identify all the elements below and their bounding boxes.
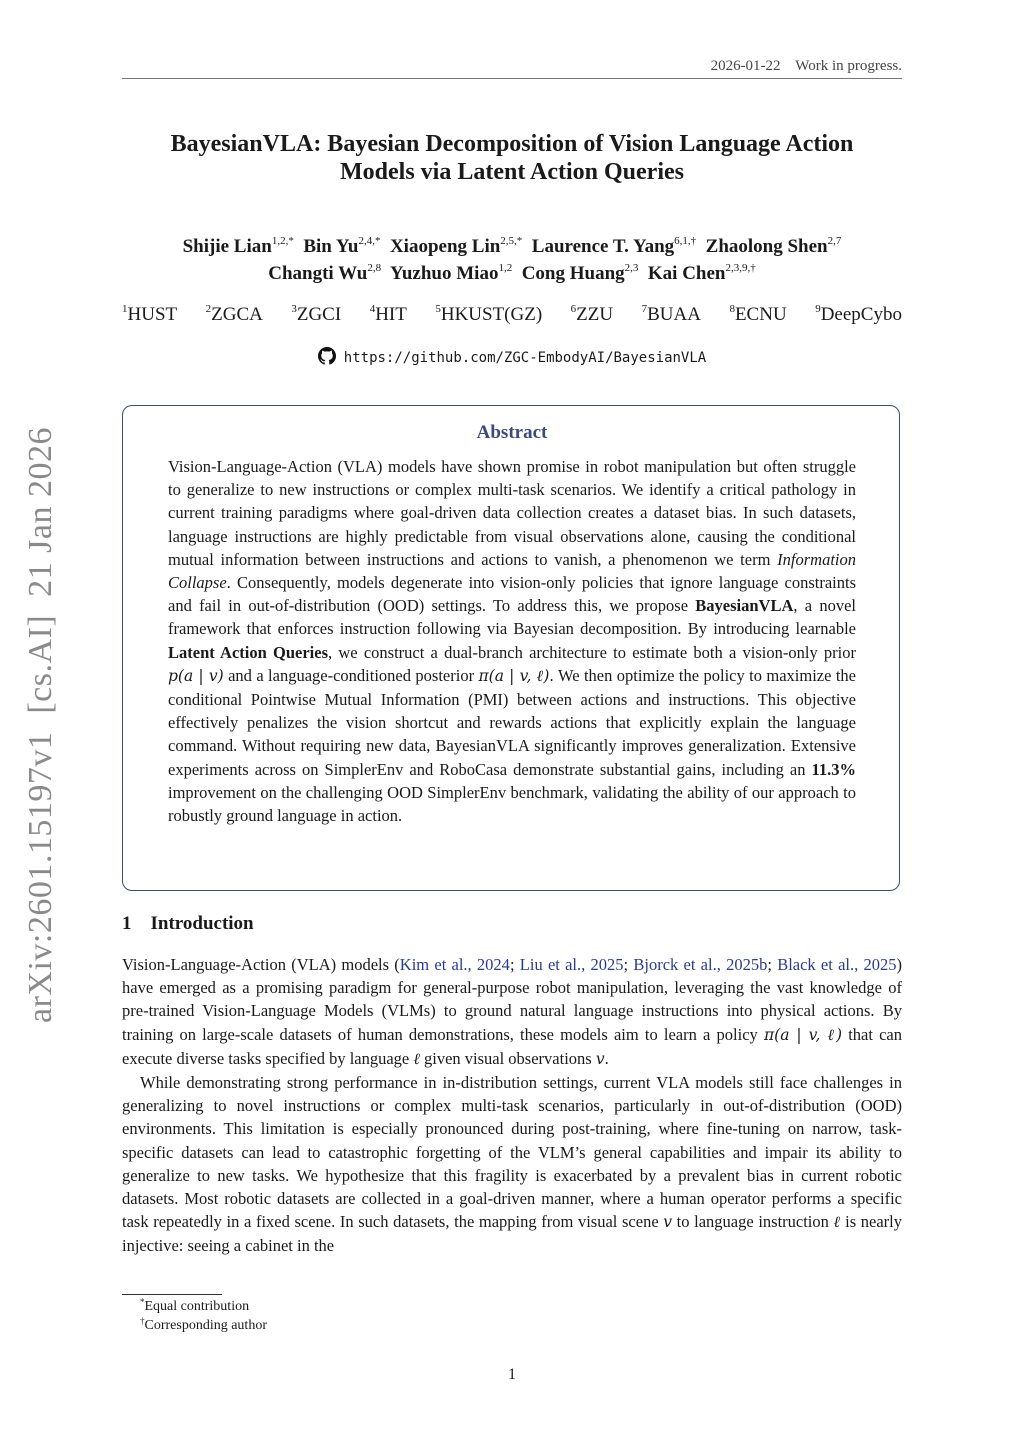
author-name: Cong Huang <box>521 263 625 284</box>
author-affil-mark: 2,5,* <box>500 235 523 247</box>
footnote-mark: † <box>140 1316 145 1326</box>
section-title: Introduction <box>150 913 254 934</box>
affiliation <box>642 304 701 326</box>
affiliation-number: 5 <box>435 303 441 315</box>
author-line-2 <box>122 260 902 287</box>
footnote <box>140 1297 267 1316</box>
author-name: Bin Yu <box>303 236 359 257</box>
author-affil-mark: 1,2,* <box>271 235 294 247</box>
footnote <box>140 1316 267 1335</box>
abstract-bold: BayesianVLA <box>695 596 794 616</box>
author-affil-mark: 1,2 <box>498 262 513 274</box>
inline-math: ℓ <box>413 1049 420 1068</box>
abstract-text: improvement on the challenging OOD SimplerEnv benchmark, validating the ability of our approach to robustly ground language in action. <box>168 782 856 826</box>
affiliation-name: ZGCI <box>296 304 342 325</box>
author-affil-mark: 6,1,† <box>674 235 697 247</box>
paper-title <box>122 130 902 186</box>
affiliation-number: 3 <box>291 303 297 315</box>
citation-link[interactable]: Kim et al., 2024 <box>399 955 510 974</box>
repo-link-row <box>122 347 902 369</box>
arxiv-id: arXiv:2601.15197v1 [cs.AI] 21 Jan 2026 <box>22 426 59 1024</box>
affiliation-number: 7 <box>641 303 648 315</box>
abstract-body <box>168 455 856 827</box>
section-heading <box>122 913 254 935</box>
body-text: Vision-Language-Action (VLA) models ( <box>122 955 400 974</box>
abstract-math: p(a | v) <box>168 666 224 685</box>
affiliation-number: 4 <box>369 303 376 315</box>
arxiv-stamp <box>6 426 76 1024</box>
header-rule <box>122 78 902 79</box>
abstract-heading: Abstract <box>476 422 548 443</box>
affiliation-list <box>122 304 902 326</box>
header-status: Work in progress. <box>795 58 902 74</box>
citation-link[interactable]: Bjorck et al., 2025b <box>633 955 768 974</box>
intro-paragraph-1 <box>122 953 902 1071</box>
body-text: to language instruction <box>672 1212 834 1232</box>
author-name: Changti Wu <box>268 263 368 284</box>
intro-body <box>122 953 902 1258</box>
affiliation <box>206 304 263 326</box>
affiliation <box>435 304 542 326</box>
header-date: 2026-01-22 <box>710 58 781 74</box>
affiliation <box>122 304 177 326</box>
affiliation-name: HKUST(GZ) <box>440 304 543 325</box>
footnote-text: Equal contribution <box>144 1299 250 1314</box>
affiliation-number: 8 <box>729 303 735 315</box>
abstract-bold: Latent Action Queries <box>168 642 329 662</box>
author-name: Zhaolong Shen <box>705 236 828 257</box>
body-text: ; <box>509 955 520 974</box>
affiliation-number: 1 <box>122 303 128 315</box>
affiliation <box>291 304 341 326</box>
author-name: Laurence T. Yang <box>531 236 675 257</box>
title-line-2: Models via Latent Action Queries <box>340 159 684 185</box>
author-affil-mark: 2,7 <box>827 235 842 247</box>
author-affil-mark: 2,8 <box>367 262 382 274</box>
running-header <box>711 58 902 75</box>
body-text: . <box>604 1048 609 1068</box>
affiliation <box>729 304 786 326</box>
title-line-1: BayesianVLA: Bayesian Decomposition of Vision Language Action <box>170 131 854 157</box>
author-name: Yuzhuo Miao <box>389 263 499 284</box>
github-icon <box>318 347 336 369</box>
body-text: that can execute diverse tasks specified by language <box>122 1024 903 1068</box>
author-name: Kai Chen <box>647 263 726 284</box>
body-text: ; <box>767 955 778 974</box>
author-name: Xiaopeng Lin <box>389 236 501 257</box>
body-text: ) have emerged as a promising paradigm for general-purpose robot manipulation, leveraging the vast knowledge of pre-trained Vision-Language Models (VLMs) to ground natural language instructions into physical actions. By training on large-scale datasets of human demonstrations, these models aim to learn a policy <box>122 955 902 1044</box>
abstract-emphasis: Information Collapse <box>168 549 856 593</box>
abstract-text: . We then optimize the policy to maximize the conditional Pointwise Mutual Information (PMI) between actions and instructions. This objective effectively penalizes the vision shortcut and rewards actions that explicitly explain the language command. Without requiring new data, BayesianVLA significantly improves generalization. Extensive experiments across on SimplerEnv and RoboCasa demonstrate substantial gains, including an <box>168 665 857 779</box>
author-line-1 <box>122 233 902 260</box>
author-affil-mark: 2,3,9,† <box>725 262 756 274</box>
affiliation-name: BUAA <box>647 304 701 325</box>
footnotes <box>140 1297 267 1335</box>
inline-math: v <box>595 1049 605 1068</box>
author-name: Shijie Lian <box>182 236 272 257</box>
inline-math: ℓ <box>833 1213 841 1232</box>
repo-url-link[interactable]: https://github.com/ZGC-EmbodyAI/BayesianVLA <box>343 350 707 366</box>
body-text: is nearly injective: seeing a cabinet in the <box>122 1212 902 1256</box>
affiliation <box>815 304 902 326</box>
body-text: ; <box>623 955 634 974</box>
affiliation-name: HUST <box>127 304 178 325</box>
affiliation-number: 9 <box>815 303 821 315</box>
affiliation-name: HIT <box>375 304 407 325</box>
citation-link[interactable]: Black et al., 2025 <box>777 955 897 974</box>
section-number: 1 <box>122 913 132 934</box>
affiliation <box>571 304 613 326</box>
affiliation-number: 6 <box>570 303 577 315</box>
abstract-text: , a novel framework that enforces instruction following via Bayesian decomposition. By introducing learnable <box>168 596 856 639</box>
affiliation-name: DeepCybo <box>820 304 902 325</box>
affiliation-number: 2 <box>205 303 212 315</box>
page-number: 1 <box>508 1366 516 1383</box>
abstract-math: π(a | v, ℓ) <box>478 666 550 685</box>
footnote-mark: * <box>140 1297 145 1307</box>
intro-paragraph-2 <box>122 1071 902 1258</box>
affiliation-name: ZGCA <box>211 304 263 325</box>
abstract-text: , we construct a dual-branch architecture to estimate both a vision-only prior <box>328 642 856 662</box>
abstract-text: Vision-Language-Action (VLA) models have shown promise in robot manipulation but often struggle to generalize to new instructions or complex multi-task scenarios. We identify a critical pathology in current training paradigms where goal-driven data collection creates a dataset bias. In such datasets, language instructions are highly predictable from visual observations alone, causing the conditional mutual information between instructions and actions to vanish, a phenomenon we term <box>168 457 856 569</box>
footnote-text: Corresponding author <box>144 1318 267 1333</box>
affiliation <box>370 304 407 326</box>
footnote-rule <box>122 1294 222 1295</box>
affiliation-name: ECNU <box>734 304 787 325</box>
body-text: While demonstrating strong performance in in-distribution settings, current VLA models still face challenges in generalizing to novel instructions or complex multi-task scenarios, particularly in out-of-distribution (OOD) environments. This limitation is especially pronounced during post-training, where fine-tuning on narrow, task-specific datasets can lead to catastrophic forgetting of the VLM’s general capabilities and impair its ability to generalize to new tasks. We hypothesize that this fragility is exacerbated by a prevalent bias in current robotic datasets. Most robotic datasets are collected in a goal-driven manner, where a human operator performs a specific task repeatedly in a fixed scene. In such datasets, the mapping from visual scene <box>122 1073 902 1232</box>
affiliation-name: ZZU <box>576 304 614 325</box>
inline-math: π(a | v, ℓ) <box>763 1025 843 1044</box>
body-text: given visual observations <box>419 1048 596 1068</box>
abstract-text: and a language-conditioned posterior <box>223 665 479 685</box>
citation-link[interactable]: Liu et al., 2025 <box>519 955 624 974</box>
abstract-bold: 11.3% <box>811 759 856 779</box>
author-affil-mark: 2,4,* <box>358 235 381 247</box>
author-affil-mark: 2,3 <box>624 262 639 274</box>
inline-math: v <box>663 1213 673 1232</box>
abstract-text: . Consequently, models degenerate into vision-only policies that ignore language constraints and fail in out-of-distribution (OOD) settings. To address this, we propose <box>168 573 856 616</box>
author-list <box>122 233 902 287</box>
